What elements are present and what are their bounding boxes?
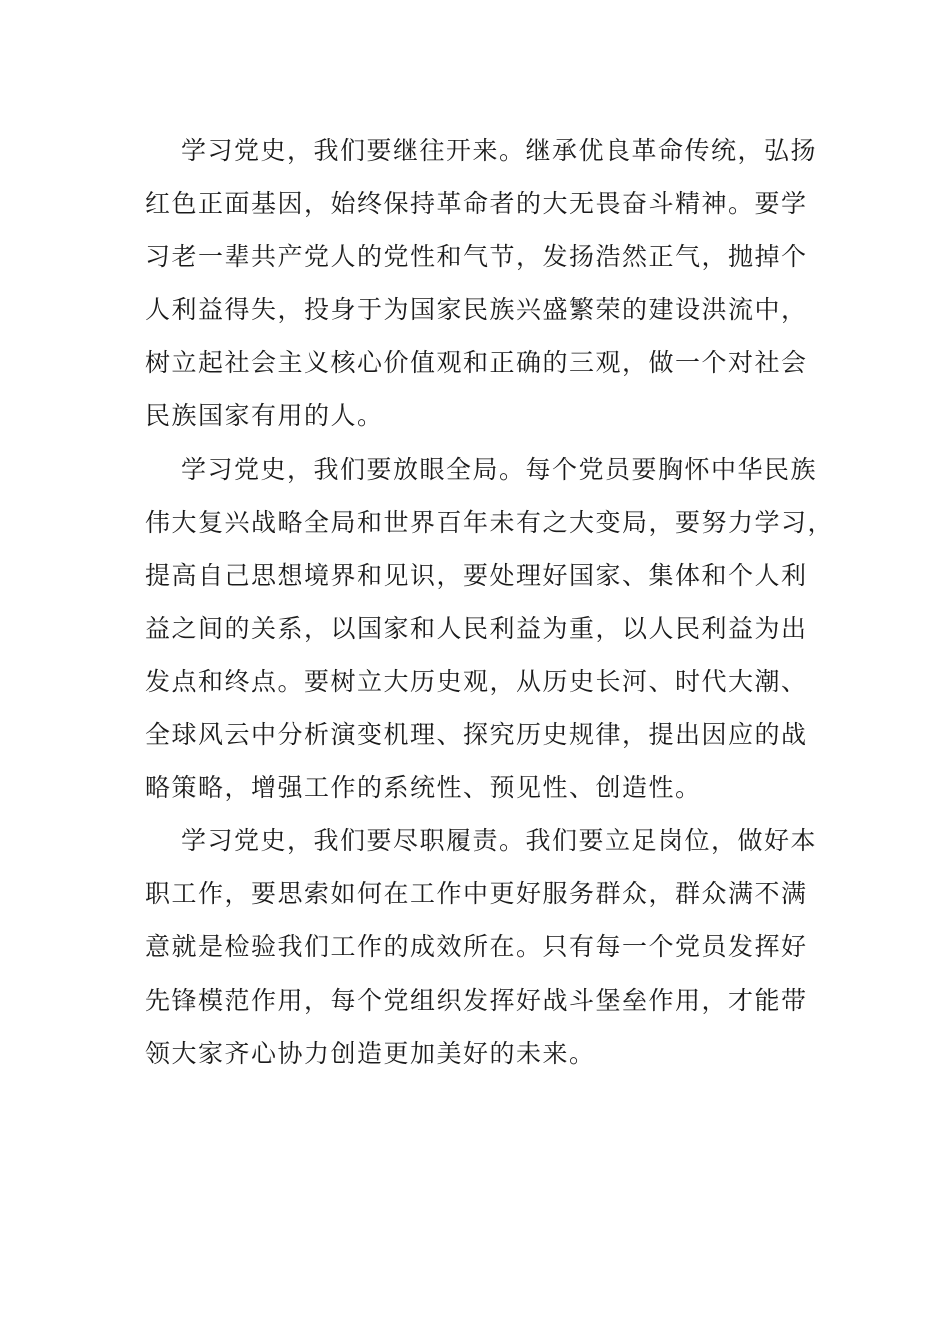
document-body — [145, 124, 835, 1080]
paragraph-line: 意就是检验我们工作的成效所在。只有每一个党员发挥好 — [145, 932, 808, 962]
paragraph-line: 人利益得失，投身于为国家民族兴盛繁荣的建设洪流中， — [145, 295, 808, 325]
paragraph-line: 略策略，增强工作的系统性、预见性、创造性。 — [145, 773, 702, 803]
paragraph-line: 伟大复兴战略全局和世界百年未有之大变局，要努力学习， — [145, 507, 835, 537]
paragraph-1 — [145, 124, 818, 443]
paragraph-3 — [145, 814, 818, 1079]
paragraph-line: 发点和终点。要树立大历史观，从历史长河、时代大潮、 — [145, 666, 808, 696]
paragraph-line: 职工作，要思索如何在工作中更好服务群众，群众满不满 — [145, 879, 808, 909]
paragraph-line: 树立起社会主义核心价值观和正确的三观，做一个对社会 — [145, 348, 808, 378]
paragraph-line: 学习党史，我们要尽职履责。我们要立足岗位，做好本 — [181, 826, 818, 856]
paragraph-line: 民族国家有用的人。 — [145, 401, 384, 431]
paragraph-line: 学习党史，我们要继往开来。继承优良革命传统，弘扬 — [181, 136, 818, 165]
paragraph-line: 学习党史，我们要放眼全局。每个党员要胸怀中华民族 — [181, 454, 818, 484]
paragraph-line: 益之间的关系，以国家和人民利益为重，以人民利益为出 — [145, 613, 808, 643]
paragraph-line: 提高自己思想境界和见识，要处理好国家、集体和个人利 — [145, 560, 808, 590]
paragraph-line: 先锋模范作用，每个党组织发挥好战斗堡垒作用，才能带 — [145, 985, 808, 1015]
paragraph-line: 全球风云中分析演变机理、探究历史规律，提出因应的战 — [145, 720, 808, 750]
paragraph-line: 领大家齐心协力创造更加美好的未来。 — [145, 1038, 596, 1068]
paragraph-2 — [145, 443, 835, 815]
paragraph-line: 习老一辈共产党人的党性和气节，发扬浩然正气，抛掉个 — [145, 242, 808, 272]
paragraph-line: 红色正面基因，始终保持革命者的大无畏奋斗精神。要学 — [145, 189, 808, 219]
